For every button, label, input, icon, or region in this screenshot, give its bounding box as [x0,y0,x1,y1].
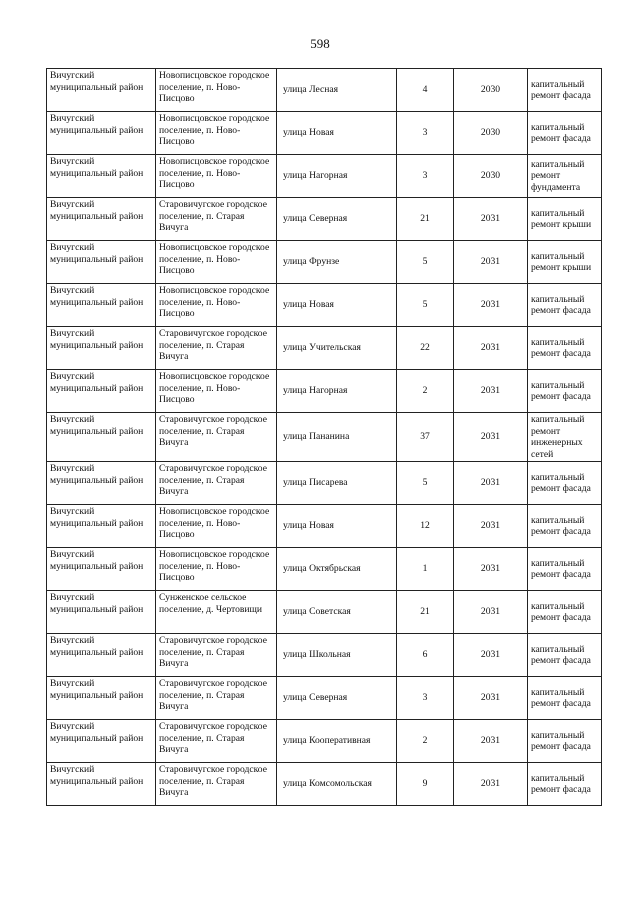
settlement-cell: Новописцовское городское поселение, п. Ново-Писцово [156,112,277,155]
district-cell: Вичугский муниципальный район [47,155,156,198]
street-cell: улица Новая [277,505,397,548]
year-cell: 2030 [454,155,528,198]
work-type-cell: капитальный ремонт инженерных сетей [528,413,602,462]
house-number-cell: 12 [397,505,454,548]
house-number-cell: 2 [397,370,454,413]
street-cell: улица Лесная [277,69,397,112]
table-row [47,69,602,112]
year-cell: 2031 [454,591,528,634]
table-row [47,462,602,505]
year-cell: 2031 [454,370,528,413]
year-cell: 2031 [454,198,528,241]
work-type-cell: капитальный ремонт фасада [528,677,602,720]
table-body [47,69,602,806]
district-cell: Вичугский муниципальный район [47,462,156,505]
work-type-cell: капитальный ремонт фасада [528,720,602,763]
house-number-cell: 3 [397,677,454,720]
settlement-cell: Старовичугское городское поселение, п. Старая Вичуга [156,634,277,677]
work-type-cell: капитальный ремонт фасада [528,112,602,155]
district-cell: Вичугский муниципальный район [47,327,156,370]
work-type-cell: капитальный ремонт фасада [528,327,602,370]
year-cell: 2031 [454,677,528,720]
work-type-cell: капитальный ремонт фасада [528,763,602,806]
district-cell: Вичугский муниципальный район [47,591,156,634]
table-row [47,370,602,413]
house-number-cell: 5 [397,284,454,327]
work-type-cell: капитальный ремонт фасада [528,284,602,327]
year-cell: 2031 [454,505,528,548]
settlement-cell: Сунженское сельское поселение, д. Чертовищи [156,591,277,634]
street-cell: улица Октябрьская [277,548,397,591]
street-cell: улица Комсомольская [277,763,397,806]
work-type-cell: капитальный ремонт фасада [528,548,602,591]
work-type-cell: капитальный ремонт фасада [528,69,602,112]
settlement-cell: Новописцовское городское поселение, п. Ново-Писцово [156,155,277,198]
street-cell: улица Кооперативная [277,720,397,763]
district-cell: Вичугский муниципальный район [47,413,156,462]
house-number-cell: 3 [397,155,454,198]
settlement-cell: Новописцовское городское поселение, п. Ново-Писцово [156,284,277,327]
settlement-cell: Старовичугское городское поселение, п. Старая Вичуга [156,327,277,370]
table-row [47,763,602,806]
settlement-cell: Старовичугское городское поселение, п. Старая Вичуга [156,720,277,763]
settlement-cell: Старовичугское городское поселение, п. Старая Вичуга [156,677,277,720]
settlement-cell: Новописцовское городское поселение, п. Ново-Писцово [156,69,277,112]
settlement-cell: Старовичугское городское поселение, п. Старая Вичуга [156,462,277,505]
settlement-cell: Новописцовское городское поселение, п. Ново-Писцово [156,505,277,548]
district-cell: Вичугский муниципальный район [47,284,156,327]
work-type-cell: капитальный ремонт крыши [528,241,602,284]
street-cell: улица Пананина [277,413,397,462]
street-cell: улица Новая [277,112,397,155]
district-cell: Вичугский муниципальный район [47,505,156,548]
table-row [47,112,602,155]
table-row [47,591,602,634]
house-number-cell: 5 [397,462,454,505]
table-row [47,634,602,677]
house-number-cell: 5 [397,241,454,284]
year-cell: 2031 [454,327,528,370]
district-cell: Вичугский муниципальный район [47,634,156,677]
year-cell: 2031 [454,241,528,284]
street-cell: улица Фрунзе [277,241,397,284]
table-row [47,505,602,548]
housing-repair-table [46,68,602,806]
district-cell: Вичугский муниципальный район [47,548,156,591]
year-cell: 2031 [454,763,528,806]
district-cell: Вичугский муниципальный район [47,241,156,284]
district-cell: Вичугский муниципальный район [47,370,156,413]
settlement-cell: Старовичугское городское поселение, п. Старая Вичуга [156,763,277,806]
street-cell: улица Школьная [277,634,397,677]
page-number: 598 [310,36,330,51]
district-cell: Вичугский муниципальный район [47,763,156,806]
year-cell: 2031 [454,284,528,327]
table-row [47,327,602,370]
year-cell: 2030 [454,112,528,155]
work-type-cell: капитальный ремонт крыши [528,198,602,241]
table-row [47,155,602,198]
table-row [47,198,602,241]
district-cell: Вичугский муниципальный район [47,69,156,112]
year-cell: 2031 [454,720,528,763]
street-cell: улица Новая [277,284,397,327]
district-cell: Вичугский муниципальный район [47,677,156,720]
table-row [47,413,602,462]
house-number-cell: 22 [397,327,454,370]
house-number-cell: 4 [397,69,454,112]
year-cell: 2030 [454,69,528,112]
settlement-cell: Новописцовское городское поселение, п. Ново-Писцово [156,548,277,591]
work-type-cell: капитальный ремонт фундамента [528,155,602,198]
street-cell: улица Советская [277,591,397,634]
district-cell: Вичугский муниципальный район [47,112,156,155]
street-cell: улица Нагорная [277,370,397,413]
house-number-cell: 6 [397,634,454,677]
street-cell: улица Писарева [277,462,397,505]
work-type-cell: капитальный ремонт фасада [528,370,602,413]
settlement-cell: Новописцовское городское поселение, п. Ново-Писцово [156,370,277,413]
house-number-cell: 3 [397,112,454,155]
table-row [47,720,602,763]
street-cell: улица Северная [277,198,397,241]
table-row [47,284,602,327]
year-cell: 2031 [454,548,528,591]
street-cell: улица Учительская [277,327,397,370]
work-type-cell: капитальный ремонт фасада [528,634,602,677]
settlement-cell: Новописцовское городское поселение, п. Ново-Писцово [156,241,277,284]
house-number-cell: 1 [397,548,454,591]
street-cell: улица Нагорная [277,155,397,198]
street-cell: улица Северная [277,677,397,720]
work-type-cell: капитальный ремонт фасада [528,591,602,634]
year-cell: 2031 [454,462,528,505]
house-number-cell: 37 [397,413,454,462]
table-row [47,548,602,591]
work-type-cell: капитальный ремонт фасада [528,462,602,505]
year-cell: 2031 [454,634,528,677]
settlement-cell: Старовичугское городское поселение, п. Старая Вичуга [156,413,277,462]
district-cell: Вичугский муниципальный район [47,198,156,241]
settlement-cell: Старовичугское городское поселение, п. Старая Вичуга [156,198,277,241]
year-cell: 2031 [454,413,528,462]
house-number-cell: 21 [397,591,454,634]
table-row [47,677,602,720]
district-cell: Вичугский муниципальный район [47,720,156,763]
table-row [47,241,602,284]
house-number-cell: 21 [397,198,454,241]
work-type-cell: капитальный ремонт фасада [528,505,602,548]
house-number-cell: 2 [397,720,454,763]
house-number-cell: 9 [397,763,454,806]
